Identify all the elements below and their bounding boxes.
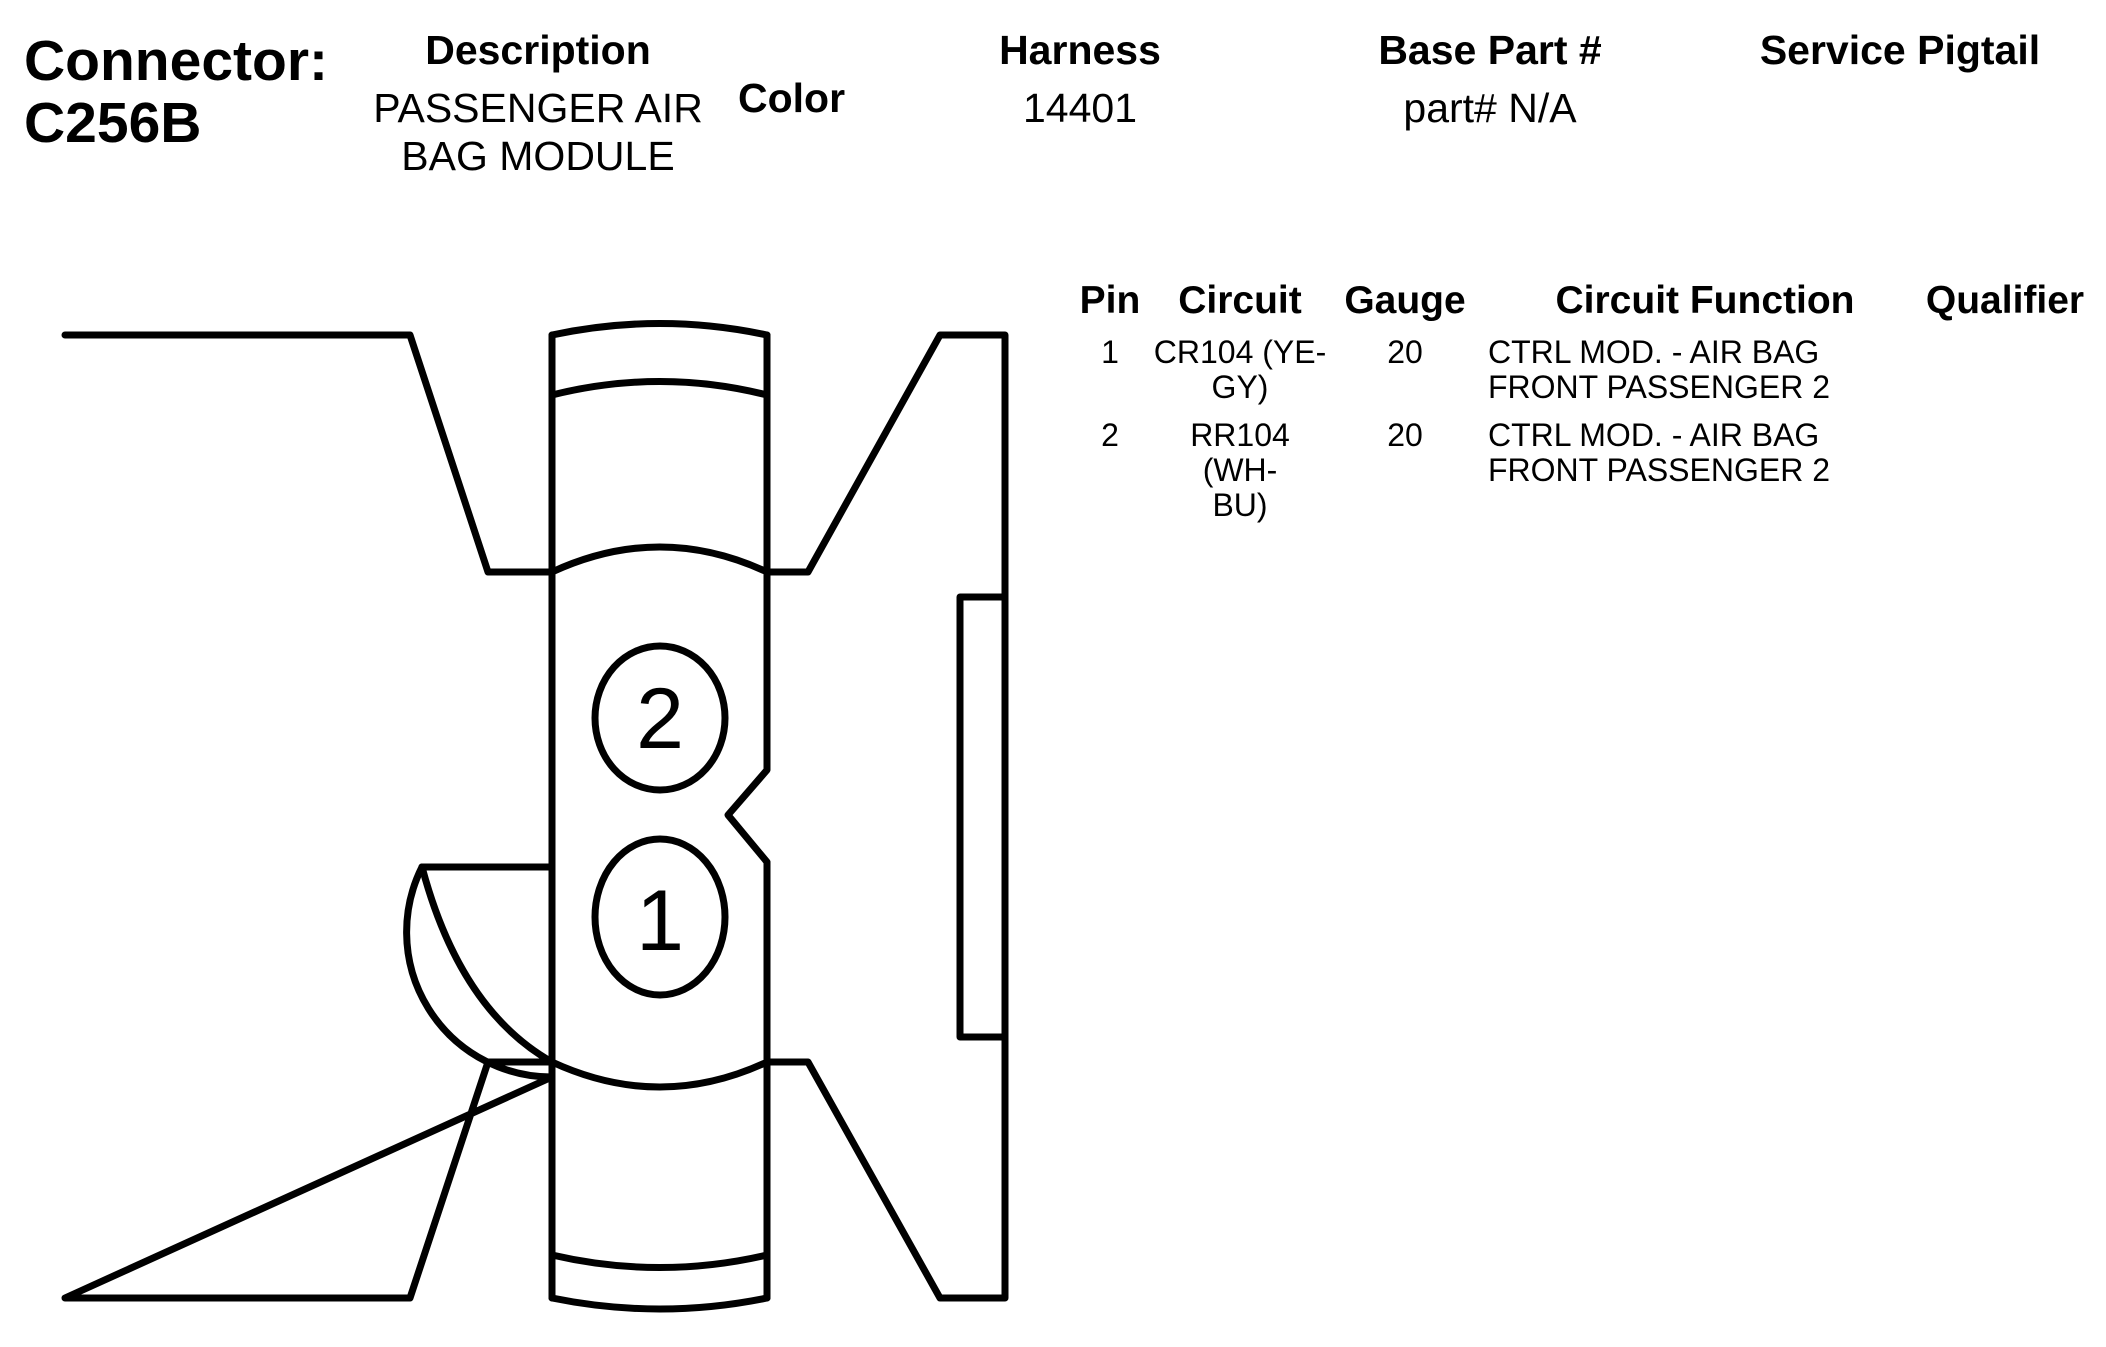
function-line: FRONT PASSENGER 2 — [1488, 369, 1830, 405]
pin-cell: 2 — [1101, 417, 1119, 453]
circuit-function-cell — [1488, 418, 1888, 488]
connector-label: Connector: — [24, 29, 328, 93]
service-pigtail-heading: Service Pigtail — [1759, 27, 2041, 73]
connector-center-column — [552, 335, 767, 1298]
connector-face-diagram — [0, 0, 1050, 1347]
function-line: CTRL MOD. - AIR BAG — [1488, 334, 1820, 370]
connector-latch — [960, 597, 1005, 1037]
circuit-line: RR104 (WH- — [1190, 417, 1290, 488]
connector-body-left — [65, 335, 552, 867]
circuit-line: BU) — [1212, 487, 1268, 523]
function-line: CTRL MOD. - AIR BAG — [1488, 417, 1820, 453]
base-part-value: part# N/A — [1403, 85, 1577, 131]
connector-id: C256B — [24, 91, 202, 155]
connector-body-right — [767, 335, 1005, 1298]
column-header-gauge: Gauge — [1344, 279, 1466, 322]
function-line: FRONT PASSENGER 2 — [1488, 452, 1830, 488]
description-heading: Description — [425, 27, 651, 73]
circuit-line: GY) — [1211, 369, 1269, 405]
connector-bottom-cap — [552, 1062, 767, 1309]
column-header-circuit: Circuit — [1178, 279, 1302, 322]
color-heading: Color — [738, 75, 846, 121]
column-header-pin: Pin — [1079, 279, 1141, 322]
circuit-cell — [1150, 418, 1330, 523]
harness-value: 14401 — [1022, 85, 1137, 131]
gauge-cell: 20 — [1387, 417, 1423, 453]
column-header-qualifier: Qualifier — [1925, 279, 2085, 322]
connector-top-cap — [552, 324, 767, 573]
pin-cell: 1 — [1101, 334, 1119, 370]
column-header-circuit-function: Circuit Function — [1555, 279, 1855, 322]
base-part-heading: Base Part # — [1378, 27, 1602, 73]
harness-heading: Harness — [999, 27, 1161, 73]
pin-arc — [422, 867, 552, 1077]
circuit-function-cell — [1488, 335, 1888, 405]
gauge-cell: 20 — [1387, 334, 1423, 370]
connector-body-left-lower — [65, 867, 552, 1298]
pin-label-2: 2 — [636, 671, 684, 767]
pin-label-1: 1 — [636, 873, 684, 969]
description-value: PASSENGER AIR BAG MODULE — [373, 85, 703, 179]
circuit-line: CR104 (YE- — [1153, 334, 1327, 370]
circuit-cell — [1150, 335, 1330, 405]
